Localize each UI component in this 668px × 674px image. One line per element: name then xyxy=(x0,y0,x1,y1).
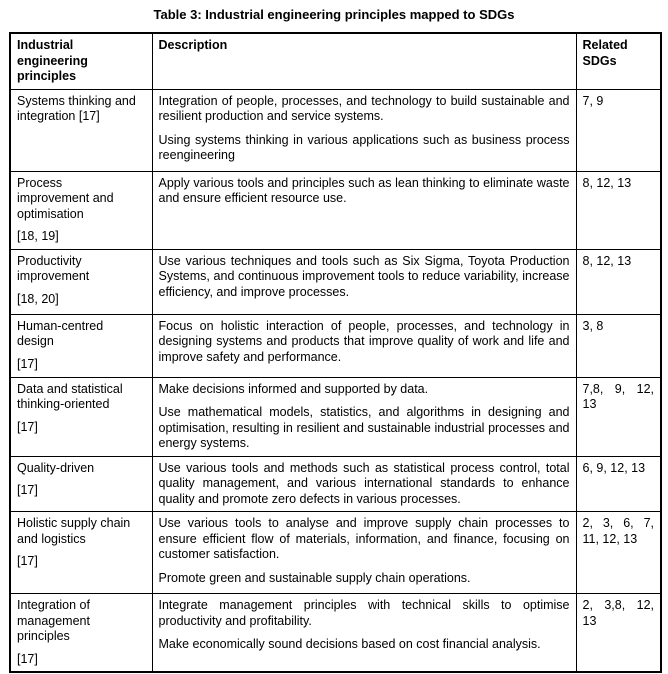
header-principles-line: principles xyxy=(17,69,77,83)
description-paragraph: Make economically sound decisions based on cost financial analysis. xyxy=(158,637,541,651)
reference-citation: [18, 19] xyxy=(17,229,59,243)
principle-text: Productivity xyxy=(17,253,82,268)
description-paragraph: Integration of people, processes, and technology to build sustainable and resilient production and service systems. xyxy=(158,93,570,123)
header-principles-line: engineering xyxy=(17,53,88,68)
principle-cell xyxy=(10,377,152,456)
sdgs-value: 2, 3,8, 12, 13 xyxy=(582,598,654,628)
principle-cell xyxy=(10,89,152,171)
sdgs-cell xyxy=(576,594,661,673)
principle-text: and logistics xyxy=(17,531,86,546)
header-row xyxy=(10,33,661,89)
sdgs-cell xyxy=(576,377,661,456)
header-sdgs-line: SDGs xyxy=(582,53,617,68)
sdgs-cell xyxy=(576,171,661,249)
table-row-systems-thinking xyxy=(10,89,661,171)
principle-cell xyxy=(10,594,152,673)
principle-text: improvement xyxy=(17,269,90,283)
table-caption: Table 3: Industrial engineering principles mapped to SDGs xyxy=(153,7,515,22)
principle-text: principles xyxy=(17,629,70,643)
description-paragraph: Use mathematical models, statistics, and algorithms in designing and optimisation, resulting in resilient and sustainable industrial processes and energy systems. xyxy=(158,405,570,450)
description-paragraph: Use various tools to analyse and improve supply chain processes to ensure efficient flow of materials, information, and finance, focusing on customer satisfaction. xyxy=(158,516,570,561)
principle-text: improvement and xyxy=(17,191,114,205)
reference-citation: [18, 20] xyxy=(17,291,59,306)
description-paragraph: Apply various tools and principles such as lean thinking to eliminate waste and ensure efficient resource use. xyxy=(158,175,570,205)
description-paragraph: Promote green and sustainable supply chain operations. xyxy=(158,570,471,585)
sdgs-cell xyxy=(576,456,661,512)
sdgs-cell xyxy=(576,89,661,171)
sdgs-value: 2, 3, 6, 7, 11, 12, 13 xyxy=(582,516,654,546)
description-paragraph: Using systems thinking in various applications such as business process reengineering xyxy=(158,132,570,162)
sdgs-cell xyxy=(576,512,661,594)
sdgs-cell xyxy=(576,314,661,377)
sdgs-value: 3, 8 xyxy=(582,318,604,333)
table-row-process-improvement xyxy=(10,171,661,249)
principle-cell xyxy=(10,314,152,377)
principle-text: Process xyxy=(17,175,63,190)
reference-citation: [17] xyxy=(17,483,38,497)
principle-text: Quality-driven xyxy=(17,460,95,475)
header-principles-line: Industrial xyxy=(17,38,74,52)
table-row-data-statistical xyxy=(10,377,661,456)
description-cell xyxy=(152,314,576,377)
principle-text: Integration of xyxy=(17,598,90,612)
principle-text: management xyxy=(17,613,90,628)
principle-text: Human-centred xyxy=(17,318,104,333)
reference-citation: [17] xyxy=(17,419,38,434)
sdgs-cell xyxy=(576,249,661,314)
description-cell xyxy=(152,377,576,456)
description-paragraph: Make decisions informed and supported by data. xyxy=(158,381,429,396)
principle-cell xyxy=(10,512,152,594)
sdgs-value: 7,8, 9, 12, 13 xyxy=(582,381,654,411)
reference-citation: [17] xyxy=(17,356,38,371)
header-related-sdgs xyxy=(576,33,661,89)
principle-text: thinking-oriented xyxy=(17,397,110,411)
sdgs-value: 6, 9, 12, 13 xyxy=(582,460,646,475)
description-cell xyxy=(152,171,576,249)
header-description: Description xyxy=(152,33,576,89)
table-row-supply-chain xyxy=(10,512,661,594)
description-paragraph: Focus on holistic interaction of people, processes, and technology in designing systems and products that improve quality of work and life and improve safety and performance. xyxy=(158,318,570,364)
sdgs-value: 8, 12, 13 xyxy=(582,175,632,190)
principle-text: Data and statistical xyxy=(17,381,123,396)
principle-cell xyxy=(10,171,152,249)
header-principles xyxy=(10,33,152,89)
table-row-quality-driven xyxy=(10,456,661,512)
description-cell xyxy=(152,249,576,314)
description-cell xyxy=(152,512,576,594)
table-row-productivity-improvement xyxy=(10,249,661,314)
description-cell xyxy=(152,594,576,673)
sdgs-value: 8, 12, 13 xyxy=(582,253,632,268)
principle-text: Systems thinking and xyxy=(17,93,136,108)
description-paragraph: Use various tools and methods such as statistical process control, total quality management, and various international standards to enhance quality and promote zero defects in various processes. xyxy=(158,460,570,506)
sdg-mapping-table xyxy=(9,32,662,673)
principle-text: design xyxy=(17,334,54,348)
principle-cell xyxy=(10,456,152,512)
description-cell xyxy=(152,456,576,512)
header-sdgs-line: Related xyxy=(582,38,628,52)
description-paragraph: Integrate management principles with technical skills to optimise productivity and profitability. xyxy=(158,598,570,628)
principle-cell xyxy=(10,249,152,314)
description-cell xyxy=(152,89,576,171)
sdgs-value: 7, 9 xyxy=(582,93,604,108)
reference-citation: [17] xyxy=(17,554,38,568)
table-row-management-principles xyxy=(10,594,661,673)
reference-citation: [17] xyxy=(17,651,38,666)
description-paragraph: Use various techniques and tools such as Six Sigma, Toyota Production Systems, and continuous improvement tools to reduce variability, increase efficiency, and improve processes. xyxy=(158,253,570,299)
principle-text: Holistic supply chain xyxy=(17,516,131,530)
principle-text: integration [17] xyxy=(17,109,100,123)
principle-text: optimisation xyxy=(17,206,84,221)
table-row-human-centred-design xyxy=(10,314,661,377)
